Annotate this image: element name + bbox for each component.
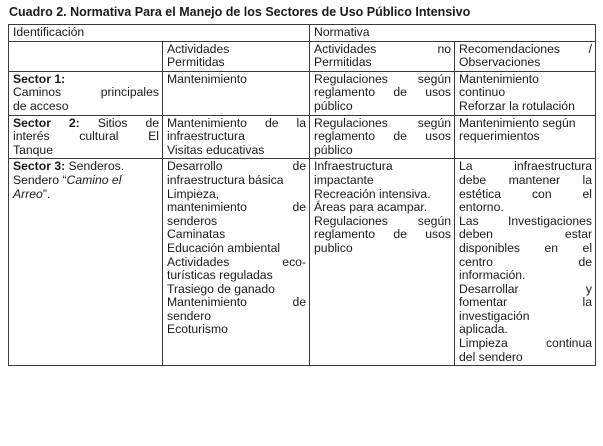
cell-line: Desarrollo de <box>167 159 307 174</box>
cell-line: reglamento de usos <box>314 227 452 242</box>
header-actividades-permitidas: Actividades Permitidas <box>163 41 310 71</box>
header-recomendaciones: Recomendaciones / Observaciones <box>455 41 596 71</box>
cell-line: Desarrollar y <box>459 281 593 296</box>
sector-2-no-permitidas: Regulaciones según reglamento de usos público <box>310 115 455 159</box>
sector-1-identificacion: Sector 1: Caminos principales de acceso <box>9 71 163 115</box>
table-caption: Cuadro 2. Normativa Para el Manejo de los Sectores de Uso Público Intensivo <box>9 5 471 19</box>
cell-line: mantenimiento de <box>167 200 307 215</box>
cell-line: infraestructura básica <box>167 172 284 187</box>
sector-2-identificacion: Sector 2: Sitios de interés cultural El Tanque <box>9 115 163 159</box>
cell-line: Las Investigaciones <box>459 213 593 228</box>
header-empty-cell <box>9 41 163 71</box>
sector-3-row <box>9 159 596 366</box>
header-identificacion: Identificación <box>9 25 310 42</box>
cell-line: Infraestructura <box>314 159 393 174</box>
cell-line: sendero <box>167 308 212 323</box>
cell-line: aplicada. <box>459 322 508 337</box>
cell-line: investigación <box>459 308 530 323</box>
cell-line: Mantenimiento de <box>167 295 307 310</box>
normativa-table <box>8 24 596 366</box>
cell-line: impactante <box>314 172 374 187</box>
sector-2-row <box>9 115 596 159</box>
sector-2-permitidas: Mantenimiento de la infraestructura Visitas educativas <box>163 115 310 159</box>
cell-line: disponibles en el <box>459 240 593 255</box>
cell-line: Caminatas <box>167 227 226 242</box>
cell-line: Recreación intensiva. <box>314 186 431 201</box>
sector-1-row <box>9 71 596 115</box>
cell-line: información. <box>459 268 526 283</box>
cell-line: del sendero <box>459 349 523 364</box>
cell-line: centro de <box>459 254 593 269</box>
sector-2-recomendaciones: Mantenimiento según requerimientos <box>455 115 596 159</box>
cell-line: publico <box>314 240 353 255</box>
sector-1-recomendaciones: Mantenimiento continuo Reforzar la rotulación <box>455 71 596 115</box>
cell-line: Ecoturismo <box>167 322 228 337</box>
cell-line: La infraestructura <box>459 159 593 174</box>
sector-3-permitidas <box>163 159 310 366</box>
cell-line: debe mantener la <box>459 172 593 187</box>
sector-3-recomendaciones <box>455 159 596 366</box>
cell-line: fomentar la <box>459 295 593 310</box>
column-header-row <box>9 41 596 71</box>
cell-line: Limpieza continua <box>459 336 593 351</box>
cell-line: entorno. <box>459 200 504 215</box>
sector-3-no-permitidas <box>310 159 455 366</box>
cell-line: Limpieza, <box>167 186 220 201</box>
cell-line: Trasiego de ganado <box>167 281 275 296</box>
cell-line: Áreas para acampar. <box>314 200 428 215</box>
cell-line: senderos <box>167 213 218 228</box>
sector-1-permitidas: Mantenimiento <box>163 71 310 115</box>
cell-line: Regulaciones según <box>314 213 452 228</box>
group-header-row <box>9 25 596 42</box>
cell-line: deben estar <box>459 227 593 242</box>
sector-1-no-permitidas: Regulaciones según reglamento de usos público <box>310 71 455 115</box>
header-normativa: Normativa <box>310 25 596 42</box>
header-actividades-no-permitidas: Actividades no Permitidas <box>310 41 455 71</box>
cell-line: turísticas reguladas <box>167 268 273 283</box>
cell-line: Actividades eco- <box>167 254 307 269</box>
cell-line: Educación ambiental <box>167 240 281 255</box>
sector-3-identificacion: Sector 3: Senderos. Sendero “Camino el Arreo”. <box>9 159 163 366</box>
cell-line: estética con el <box>459 186 593 201</box>
